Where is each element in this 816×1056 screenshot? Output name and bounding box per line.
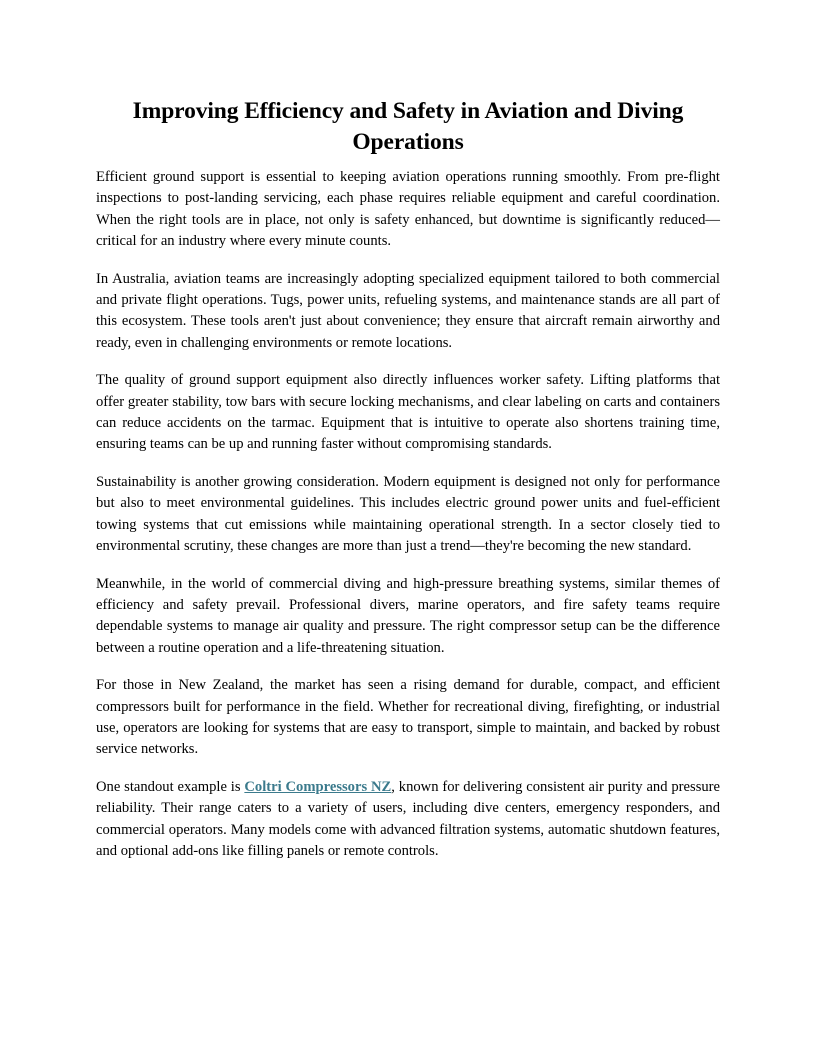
paragraph-diving: Meanwhile, in the world of commercial diving and high-pressure breathing systems, similar themes of efficiency and safety prevail. Professional divers, marine operators, and fire safety teams require dependable systems to manage air quality and pressure. The right compressor setup can be the difference between a routine operation and a life-threatening situation. (96, 575, 720, 656)
paragraph-coltri (96, 777, 720, 863)
paragraph-new-zealand: For those in New Zealand, the market has seen a rising demand for durable, compact, and efficient compressors built for performance in the field. Whether for recreational diving, firefighting, or industrial use, operators are looking for systems that are easy to transport, simple to maintain, and backed by robust service networks. (96, 677, 720, 758)
paragraph-australia: In Australia, aviation teams are increasingly adopting specialized equipment tailored to both commercial and private flight operations. Tugs, power units, refueling systems, and maintenance stands are all part of this ecosystem. These tools aren't just about convenience; they ensure that aircraft remain airworthy and ready, even in challenging environments or remote locations. (96, 270, 720, 351)
paragraph-ground-support: Efficient ground support is essential to keeping aviation operations running smoothly. From pre-flight inspections to post-landing servicing, each phase requires reliable equipment and careful coordination. When the right tools are in place, not only is safety enhanced, but downtime is significantly reduced—critical for an industry where every minute counts. (96, 169, 720, 250)
document-page (96, 96, 720, 878)
paragraph-sustainability: Sustainability is another growing consideration. Modern equipment is designed not only for performance but also to meet environmental guidelines. This includes electric ground power units and fuel-efficient towing systems that cut emissions while maintaining operational strength. In a sector closely tied to environmental scrutiny, these changes are more than just a trend—they're becoming the new standard. (96, 473, 720, 555)
paragraph-coltri-lead: One standout example is (96, 778, 245, 795)
coltri-compressors-link[interactable]: Coltri Compressors NZ (244, 778, 392, 795)
paragraph-coltri-rest: , known for delivering consistent air purity and pressure reliability. Their range caters to a variety of users, including dive centers, emergency responders, and commercial operators. Many models come with advanced filtration systems, automatic shutdown features, and optional add-ons like filling panels or remote controls. (96, 778, 721, 859)
document-title: Improving Efficiency and Safety in Aviation and Diving Operations (132, 98, 684, 155)
paragraph-worker-safety: The quality of ground support equipment also directly influences worker safety. Lifting platforms that offer greater stability, tow bars with secure locking mechanisms, and clear labeling on carts and containers can reduce accidents on the tarmac. Equipment that is intuitive to operate also shortens training time, ensuring teams can be up and running faster without compromising standards. (96, 372, 720, 453)
